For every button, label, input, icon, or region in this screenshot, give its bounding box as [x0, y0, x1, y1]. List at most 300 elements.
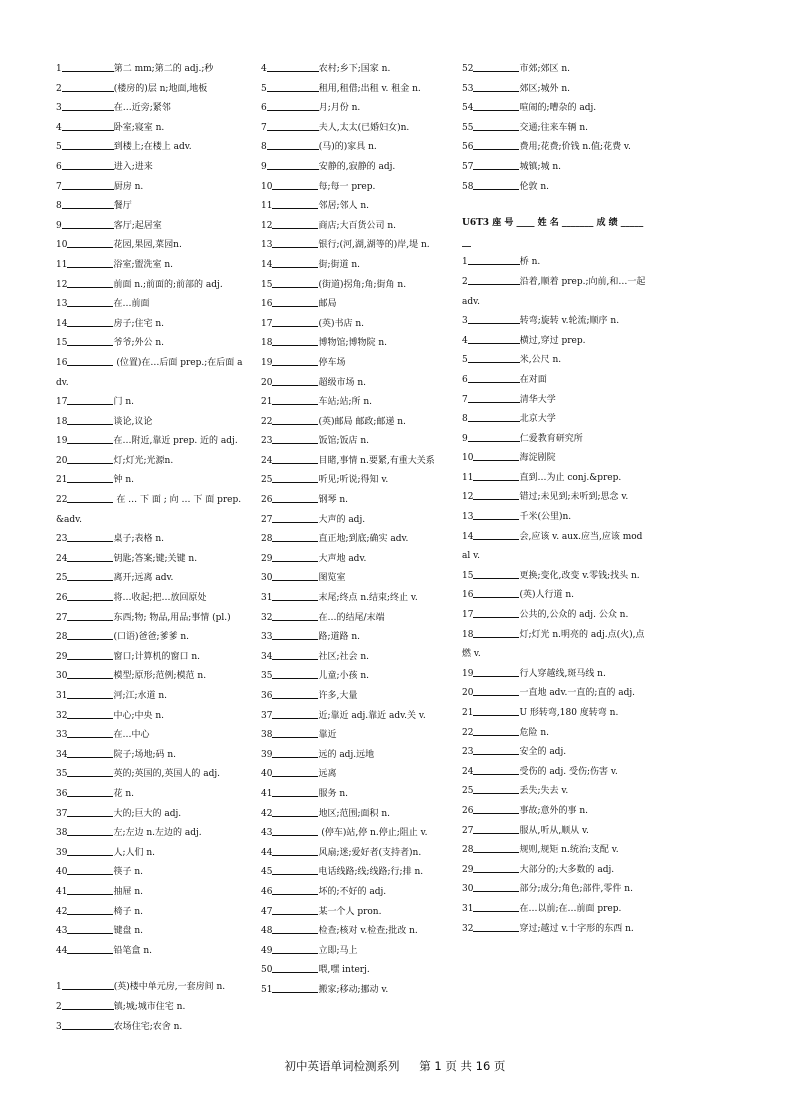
answer-blank[interactable] [62, 1019, 114, 1030]
answer-blank[interactable] [473, 862, 519, 873]
answer-blank[interactable] [473, 568, 519, 579]
item-definition: 城镇;城 n. [519, 161, 562, 172]
answer-blank[interactable] [67, 747, 113, 758]
answer-blank[interactable] [473, 607, 519, 618]
answer-blank[interactable] [272, 492, 318, 503]
item-number: 39 [261, 749, 273, 760]
vocab-item [261, 511, 449, 531]
answer-blank[interactable] [62, 139, 114, 150]
answer-blank[interactable] [272, 198, 318, 209]
answer-blank[interactable] [473, 61, 519, 72]
item-number: 3 [56, 1021, 62, 1032]
vocab-item [56, 471, 248, 491]
answer-blank[interactable] [272, 453, 318, 464]
item-definition: 某一个人 pron. [318, 906, 382, 917]
answer-blank[interactable] [473, 529, 519, 540]
vocab-item [56, 922, 248, 942]
item-number: 15 [261, 279, 273, 290]
vocab-item [261, 824, 449, 844]
vocab-item [56, 530, 248, 550]
answer-blank[interactable] [272, 218, 318, 229]
answer-blank[interactable] [468, 254, 520, 265]
answer-blank[interactable] [67, 845, 113, 856]
item-number: 7 [462, 394, 468, 405]
answer-blank[interactable] [267, 100, 319, 111]
vocab-item [462, 178, 646, 198]
item-definition: 一直地 adv.一直的;直的 adj. [519, 688, 635, 699]
item-definition: 钥匙;答案;键;关键 n. [113, 553, 198, 564]
answer-blank[interactable] [62, 218, 114, 229]
answer-blank[interactable] [473, 823, 519, 834]
answer-blank[interactable] [473, 81, 519, 92]
vocab-item [462, 371, 646, 391]
answer-blank[interactable] [67, 766, 113, 777]
answer-blank[interactable] [67, 355, 113, 366]
vocab-item [462, 763, 646, 783]
answer-blank[interactable] [468, 431, 520, 442]
answer-blank[interactable] [67, 570, 113, 581]
item-number: 40 [261, 769, 273, 780]
vocab-item [56, 138, 248, 158]
vocab-item [462, 391, 646, 411]
answer-blank[interactable] [267, 120, 319, 131]
answer-blank[interactable] [272, 923, 318, 934]
answer-blank[interactable] [67, 277, 113, 288]
answer-blank[interactable] [267, 61, 319, 72]
item-definition: 在…近旁;紧邻 [113, 103, 171, 114]
item-definition: 许多,大量 [318, 691, 358, 701]
item-definition: 进入;进来 [113, 161, 153, 172]
answer-blank[interactable] [272, 414, 318, 425]
vocab-item [56, 707, 248, 727]
answer-blank[interactable] [272, 649, 318, 660]
vocab-item [56, 824, 248, 844]
item-number: 29 [261, 553, 273, 564]
answer-blank[interactable] [272, 296, 318, 307]
answer-blank[interactable] [67, 708, 113, 719]
answer-blank[interactable] [272, 825, 318, 836]
item-number: 47 [261, 906, 273, 917]
vocab-item [462, 704, 646, 724]
vocab-item [56, 883, 248, 903]
item-number: 16 [56, 357, 68, 368]
answer-blank[interactable] [272, 845, 318, 856]
vocab-item [261, 550, 449, 570]
item-definition: 铅笔盒 n. [113, 945, 152, 956]
answer-blank[interactable] [473, 705, 519, 716]
item-definition: 浴室;盥洗室 n. [113, 259, 174, 270]
answer-blank[interactable] [272, 766, 318, 777]
answer-blank[interactable] [473, 842, 519, 853]
item-number: 29 [462, 864, 474, 875]
answer-blank[interactable] [473, 764, 519, 775]
answer-blank[interactable] [473, 901, 519, 912]
item-definition: 钢琴 n. [318, 495, 348, 506]
vocab-item [462, 782, 646, 802]
answer-blank[interactable] [62, 198, 114, 209]
answer-blank[interactable] [272, 610, 318, 621]
vocab-item [261, 746, 449, 766]
answer-blank[interactable] [473, 803, 519, 814]
vocab-item [462, 138, 646, 158]
answer-blank[interactable] [67, 649, 113, 660]
item-definition: 事故;意外的事 n. [519, 805, 589, 816]
answer-blank[interactable] [267, 139, 319, 150]
item-definition: 电话线路;线;线路;行;排 n. [318, 867, 424, 878]
item-definition: 末尾;终点 n.结束;终止 v. [318, 593, 418, 604]
answer-blank[interactable] [272, 257, 318, 268]
item-number: 12 [56, 279, 68, 290]
answer-blank[interactable] [272, 747, 318, 758]
answer-blank[interactable] [272, 688, 318, 699]
item-number: 38 [261, 730, 273, 741]
item-definition: 街;街道 n. [318, 259, 361, 270]
item-definition: 安全的 adj. [519, 747, 567, 758]
item-definition: 房子;住宅 n. [113, 318, 165, 329]
item-number: 44 [56, 945, 68, 956]
vocab-item [56, 569, 248, 589]
item-definition: 月;月份 n. [318, 103, 361, 114]
answer-blank[interactable] [473, 100, 519, 111]
answer-blank[interactable] [272, 472, 318, 483]
answer-blank[interactable] [473, 509, 519, 520]
vocab-item [261, 217, 449, 237]
answer-blank[interactable] [62, 999, 114, 1010]
answer-blank[interactable] [468, 392, 520, 403]
answer-blank[interactable] [473, 120, 519, 131]
item-definition: 直到…为止 conj.&prep. [519, 472, 622, 483]
vocab-item [261, 922, 449, 942]
answer-blank[interactable] [272, 551, 318, 562]
answer-blank[interactable] [473, 744, 519, 755]
vocab-item [56, 863, 248, 883]
item-definition: 椅子 n. [113, 906, 143, 917]
item-definition: 商店;大百货公司 n. [318, 220, 397, 231]
answer-blank[interactable] [67, 806, 113, 817]
answer-blank[interactable] [272, 316, 318, 327]
answer-blank[interactable] [272, 570, 318, 581]
vocab-item [462, 99, 646, 119]
answer-blank[interactable] [62, 100, 114, 111]
answer-blank[interactable] [272, 629, 318, 640]
item-definition: 银行;(河,湖,湖等的)岸,堤 n. [318, 240, 430, 251]
answer-blank[interactable] [267, 81, 319, 92]
item-number: 23 [261, 436, 273, 447]
answer-blank[interactable] [67, 394, 113, 405]
answer-blank[interactable] [272, 375, 318, 386]
answer-blank[interactable] [272, 590, 318, 601]
item-definition: 农村;乡下;国家 n. [318, 64, 391, 74]
vocab-item [56, 60, 248, 80]
answer-blank[interactable] [272, 335, 318, 346]
item-definition: 远离 [318, 769, 337, 780]
item-number: 29 [56, 651, 68, 662]
item-definition: 千米(公里)n. [519, 512, 572, 523]
answer-blank[interactable] [473, 881, 519, 892]
vocab-item [56, 903, 248, 923]
answer-blank[interactable] [67, 923, 113, 934]
vocab-item [261, 374, 449, 394]
item-number: 5 [462, 355, 468, 366]
answer-blank[interactable] [67, 257, 113, 268]
item-definition: 大声地 adv. [318, 553, 367, 564]
item-number: 1 [462, 257, 468, 268]
vocab-item [261, 236, 449, 256]
item-definition: 公共的,公众的 adj. 公众 n. [519, 610, 629, 621]
answer-blank[interactable] [272, 904, 318, 915]
vocab-item [462, 880, 646, 900]
item-definition: 桥 n. [519, 257, 541, 268]
answer-blank[interactable] [67, 629, 113, 640]
item-number: 40 [56, 867, 68, 878]
vocab-item [56, 805, 248, 825]
answer-blank[interactable] [468, 333, 520, 344]
vocab-item [56, 119, 248, 139]
vocab-item [261, 119, 449, 139]
item-number: 24 [462, 766, 474, 777]
item-number: 18 [462, 629, 474, 640]
item-number: 42 [261, 808, 273, 819]
item-definition: 更换;变化,改变 v.零钱;找头 n. [519, 570, 640, 581]
answer-blank[interactable] [272, 512, 318, 523]
answer-blank[interactable] [473, 489, 519, 500]
answer-blank[interactable] [473, 666, 519, 677]
answer-blank[interactable] [473, 450, 519, 461]
answer-blank[interactable] [67, 688, 113, 699]
item-definition: 危险 n. [519, 727, 549, 738]
vocab-item [261, 942, 449, 962]
answer-blank[interactable] [67, 414, 113, 425]
vocab-item [261, 452, 449, 472]
answer-blank[interactable] [468, 372, 520, 383]
answer-blank[interactable] [67, 610, 113, 621]
vocab-item [56, 276, 248, 296]
item-definition: 北京大学 [519, 414, 556, 425]
item-number: 27 [56, 612, 68, 623]
answer-blank[interactable] [468, 274, 520, 285]
answer-blank[interactable] [473, 179, 519, 190]
vocab-item [56, 1018, 248, 1038]
item-definition: 花园,果园,菜园n. [113, 240, 182, 251]
answer-blank[interactable] [272, 531, 318, 542]
answer-blank[interactable] [67, 943, 113, 954]
vocab-item [261, 197, 449, 217]
answer-blank[interactable] [272, 806, 318, 817]
item-definition: 米,公尺 n. [519, 355, 562, 366]
item-number: 12 [462, 492, 474, 503]
answer-blank[interactable] [272, 668, 318, 679]
item-number: 5 [56, 142, 62, 153]
vocab-item [261, 707, 449, 727]
answer-blank[interactable] [473, 685, 519, 696]
answer-blank[interactable] [67, 825, 113, 836]
item-definition: 费用;花费;价钱 n.值;花费 v. [519, 142, 631, 153]
vocab-item [56, 295, 248, 315]
answer-blank[interactable] [67, 453, 113, 464]
item-number: 28 [56, 632, 68, 643]
item-definition: 桌子;表格 n. [113, 534, 165, 545]
vocab-item [462, 567, 646, 587]
answer-blank[interactable] [62, 81, 114, 92]
item-number: 11 [56, 259, 68, 270]
vocab-item [261, 648, 449, 668]
item-number: 21 [56, 475, 68, 486]
item-number: 26 [261, 495, 273, 506]
item-number: 10 [56, 240, 68, 251]
answer-blank[interactable] [62, 159, 114, 170]
answer-blank[interactable] [272, 708, 318, 719]
answer-blank[interactable] [473, 587, 519, 598]
item-number: 53 [462, 83, 474, 94]
item-definition: 沿着,顺着 prep.;向前,和…一起 adv. [462, 276, 646, 307]
item-number: 14 [56, 318, 68, 329]
answer-blank[interactable] [272, 943, 318, 954]
answer-blank[interactable] [67, 316, 113, 327]
vocab-item [261, 491, 449, 511]
answer-blank[interactable] [468, 411, 520, 422]
footer-page-number: 第 1 页 共 16 页 [419, 1059, 506, 1073]
vocab-item [56, 648, 248, 668]
item-definition: 交通;往来车辆 n. [519, 122, 589, 133]
vocab-item [56, 334, 248, 354]
item-number: 13 [56, 299, 68, 310]
answer-blank[interactable] [62, 120, 114, 131]
vocab-item [261, 530, 449, 550]
item-definition: 镇;城;城市住宅 n. [113, 1001, 186, 1012]
vocab-item [56, 978, 248, 998]
answer-blank[interactable] [272, 433, 318, 444]
answer-blank[interactable] [67, 727, 113, 738]
vocab-item [56, 432, 248, 452]
answer-blank[interactable] [473, 725, 519, 736]
answer-blank[interactable] [67, 884, 113, 895]
answer-blank[interactable] [67, 492, 113, 503]
answer-blank[interactable] [272, 237, 318, 248]
item-number: 43 [56, 926, 68, 937]
item-number: 58 [462, 181, 474, 192]
vocab-item [56, 99, 248, 119]
item-number: 31 [462, 903, 474, 914]
answer-blank[interactable] [62, 979, 114, 990]
item-definition: 坏的;不好的 adj. [318, 886, 387, 897]
item-definition: 人;人们 n. [113, 847, 156, 858]
answer-blank[interactable] [272, 394, 318, 405]
answer-blank[interactable] [272, 884, 318, 895]
answer-blank[interactable] [67, 668, 113, 679]
answer-blank[interactable] [62, 179, 114, 190]
vocab-item [261, 138, 449, 158]
answer-blank[interactable] [272, 179, 318, 190]
item-definition: (英)邮局 邮政;邮递 n. [318, 416, 406, 427]
answer-blank[interactable] [473, 139, 519, 150]
item-definition: (英)书店 n. [318, 318, 364, 329]
vocab-item [261, 80, 449, 100]
answer-blank[interactable] [272, 982, 318, 993]
vocab-item [56, 667, 248, 687]
vocab-item [261, 961, 449, 981]
vocab-item [56, 158, 248, 178]
item-number: 13 [462, 512, 474, 523]
answer-blank[interactable] [67, 433, 113, 444]
item-number: 38 [56, 828, 68, 839]
answer-blank[interactable] [272, 864, 318, 875]
item-definition: 英的;英国的,英国人的 adj. [113, 769, 220, 780]
column-2 [261, 60, 449, 1001]
vocab-item [261, 99, 449, 119]
item-definition: 服务 n. [318, 788, 348, 799]
answer-blank[interactable] [468, 313, 520, 324]
vocab-item [261, 981, 449, 1001]
item-number: 39 [56, 847, 68, 858]
vocab-item [56, 589, 248, 609]
answer-blank[interactable] [67, 531, 113, 542]
vocab-item [462, 80, 646, 100]
item-number: 2 [56, 1001, 62, 1012]
answer-blank[interactable] [473, 159, 519, 170]
answer-blank[interactable] [67, 472, 113, 483]
answer-blank[interactable] [267, 159, 319, 170]
item-definition: 左;左边 n.左边的 adj. [113, 828, 202, 839]
item-number: 35 [261, 671, 273, 682]
answer-blank[interactable] [473, 783, 519, 794]
vocab-item [261, 334, 449, 354]
item-definition: 搬家;移动;挪动 v. [318, 984, 389, 995]
vocab-item [261, 158, 449, 178]
answer-blank[interactable] [67, 237, 113, 248]
item-number: 24 [261, 455, 273, 466]
item-number: 55 [462, 122, 474, 133]
answer-blank[interactable] [67, 904, 113, 915]
answer-blank[interactable] [272, 355, 318, 366]
answer-blank[interactable] [272, 962, 318, 973]
answer-blank[interactable] [67, 335, 113, 346]
vocab-item [56, 491, 248, 530]
vocab-item [56, 217, 248, 237]
answer-blank[interactable] [67, 786, 113, 797]
answer-blank[interactable] [272, 277, 318, 288]
item-definition: 客厅;起居室 [113, 220, 162, 231]
answer-blank[interactable] [67, 590, 113, 601]
answer-blank[interactable] [468, 352, 520, 363]
item-number: 14 [261, 259, 273, 270]
item-definition: 喧闹的;嘈杂的 adj. [519, 103, 597, 114]
answer-blank[interactable] [67, 551, 113, 562]
answer-blank[interactable] [67, 296, 113, 307]
item-definition: 服从,听从,顺从 v. [519, 825, 589, 836]
vocab-item [462, 351, 646, 371]
vocab-item [56, 628, 248, 648]
item-number: 16 [261, 299, 273, 310]
group-spacer [462, 197, 646, 214]
item-definition: 抽屉 n. [113, 886, 143, 897]
vocab-item [56, 413, 248, 433]
vocab-item [56, 942, 248, 962]
vocab-item [462, 119, 646, 139]
answer-blank[interactable] [473, 627, 519, 638]
answer-blank[interactable] [272, 786, 318, 797]
item-number: 43 [261, 828, 273, 839]
item-definition: 花 n. [113, 788, 134, 799]
answer-blank[interactable] [473, 921, 519, 932]
vocab-item [462, 273, 646, 312]
answer-blank[interactable] [67, 864, 113, 875]
item-definition: (街道)拐角;角;街角 n. [318, 279, 407, 290]
answer-blank[interactable] [272, 727, 318, 738]
answer-blank[interactable] [62, 61, 114, 72]
answer-blank[interactable] [473, 470, 519, 481]
vocab-item [261, 844, 449, 864]
item-number: 26 [462, 805, 474, 816]
